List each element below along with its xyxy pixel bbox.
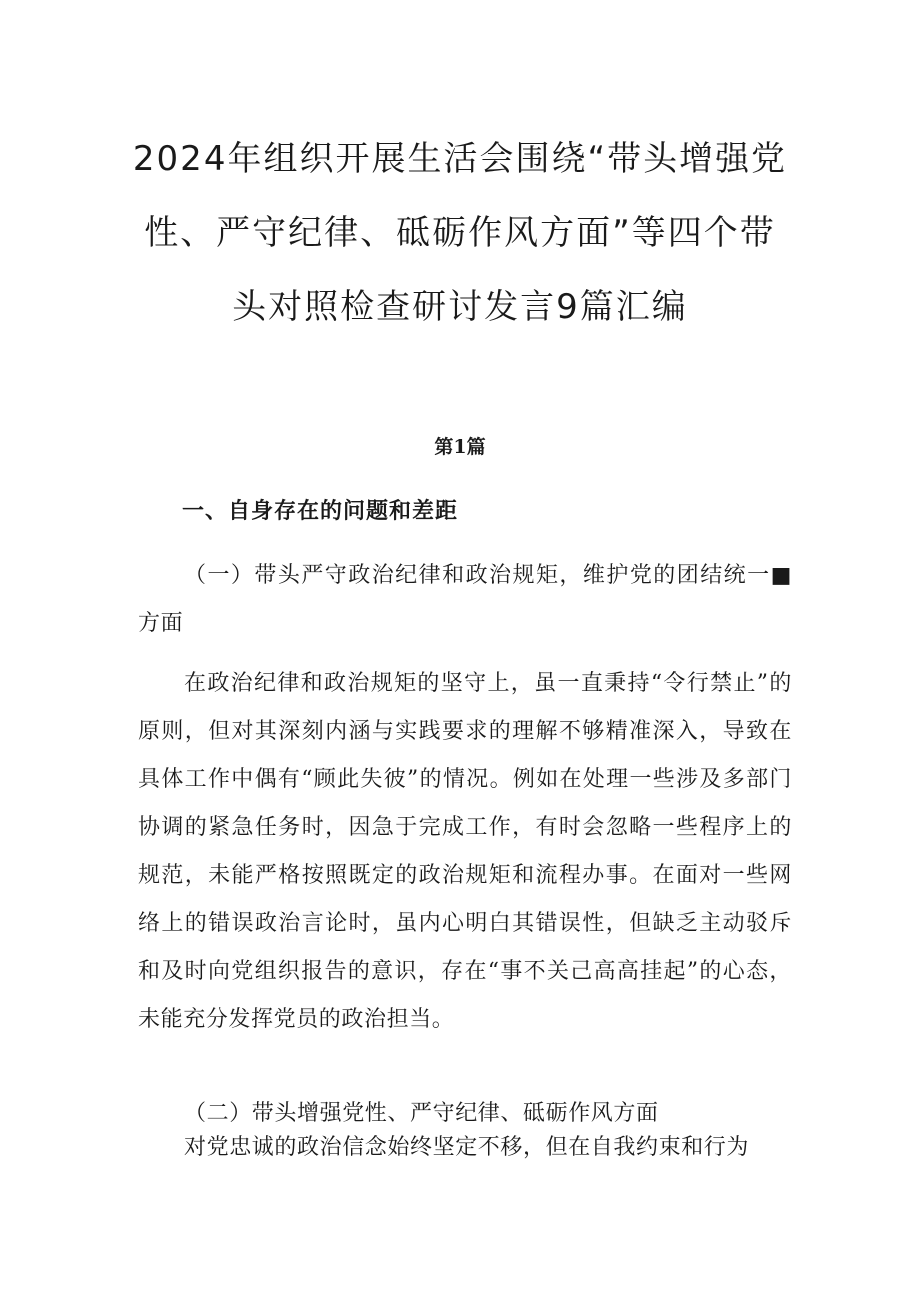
document-title (120, 122, 800, 344)
title-line-2: 性、严守纪律、砥砺作风方面”等四个带 (144, 213, 776, 253)
section-heading: 一、自身存在的问题和差距 (182, 499, 459, 524)
body-paragraph-2: 对党忠诚的政治信念始终坚定不移，但在自我约束和行为 (184, 1135, 750, 1160)
chapter-heading: 第1篇 (434, 436, 486, 458)
subsection-heading-2: （二）带头增强党性、严守纪律、砥砺作风方面 (184, 1101, 659, 1126)
title-line-3: 头对照检查研讨发言9篇汇编 (232, 287, 688, 327)
subsection-heading-1: （一）带头严守政治纪律和政治规矩，维护党的团结统一■方面 (138, 563, 792, 636)
title-line-1: 2024年组织开展生活会围绕“带头增强党 (132, 139, 788, 179)
body-paragraph-1: 在政治纪律和政治规矩的坚守上，虽一直秉持“令行禁止”的原则，但对其深刻内涵与实践要求的理解不够精准深入，导致在具体工作中偶有“顾此失彼”的情况。例如在处理一些涉及多部门协调的紧急任务时，因急于完成工作，有时会忽略一些程序上的规范，未能严格按照既定的政治规矩和流程办事。在面对一些网络上的错误政治言论时，虽内心明白其错误性，但缺乏主动驳斥和及时向党组织报告的意识，存在“事不关己高高挂起”的心态，未能充分发挥党员的政治担当。 (138, 671, 792, 1032)
